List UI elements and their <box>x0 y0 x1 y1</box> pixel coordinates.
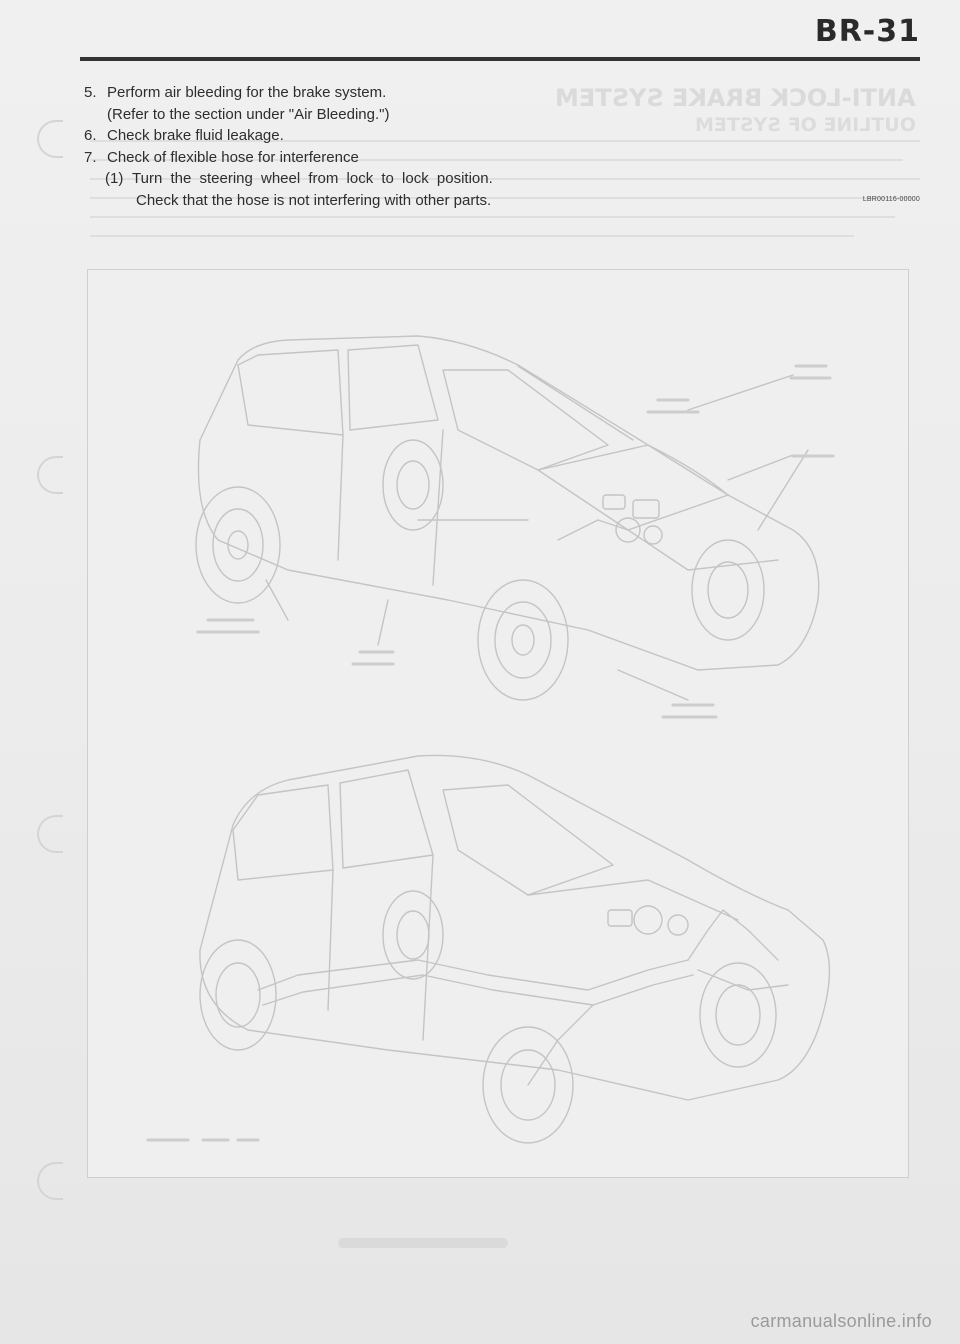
sub-step-number: (1) <box>105 170 124 187</box>
brake-system-figure <box>87 269 909 1178</box>
step-5 <box>84 82 644 104</box>
bleed-through-title: ANTI-LOCK BRAKE SYSTEM <box>555 84 916 112</box>
binder-hole <box>37 456 63 494</box>
step-text: Check of flexible hose for interference <box>107 148 359 166</box>
vehicle-illustration <box>88 270 910 1179</box>
lower-vehicle-drawing <box>200 755 830 1143</box>
step-text: Turn the steering wheel from lock to lock position. <box>132 170 493 187</box>
step-number: 6. <box>84 127 97 144</box>
step-7-1 <box>84 168 644 190</box>
site-watermark: carmanualsonline.info <box>750 1311 932 1331</box>
header-rule <box>80 57 920 61</box>
step-number: 7. <box>84 148 97 166</box>
instruction-list <box>84 82 644 211</box>
step-5-note <box>84 104 644 126</box>
upper-vehicle-drawing <box>196 336 819 700</box>
step-text: Check brake fluid leakage. <box>107 127 284 144</box>
figure-code: LBR00116-00000 <box>862 196 920 203</box>
step-number: 5. <box>84 84 97 101</box>
binder-hole <box>37 1162 63 1200</box>
step-7-1-check <box>84 190 644 212</box>
step-6 <box>84 125 644 147</box>
step-text: (Refer to the section under "Air Bleeding.") <box>107 105 390 123</box>
page-number: BR-31 <box>814 14 920 49</box>
binder-hole <box>37 120 63 158</box>
footer-smudge <box>338 1238 508 1248</box>
bleed-through-subtitle: OUTLINE OF SYSTEM <box>695 114 916 136</box>
step-7 <box>84 147 644 169</box>
binder-hole <box>37 815 63 853</box>
step-text: Perform air bleeding for the brake system. <box>107 84 387 101</box>
step-text: Check that the hose is not interfering with other parts. <box>136 191 492 209</box>
